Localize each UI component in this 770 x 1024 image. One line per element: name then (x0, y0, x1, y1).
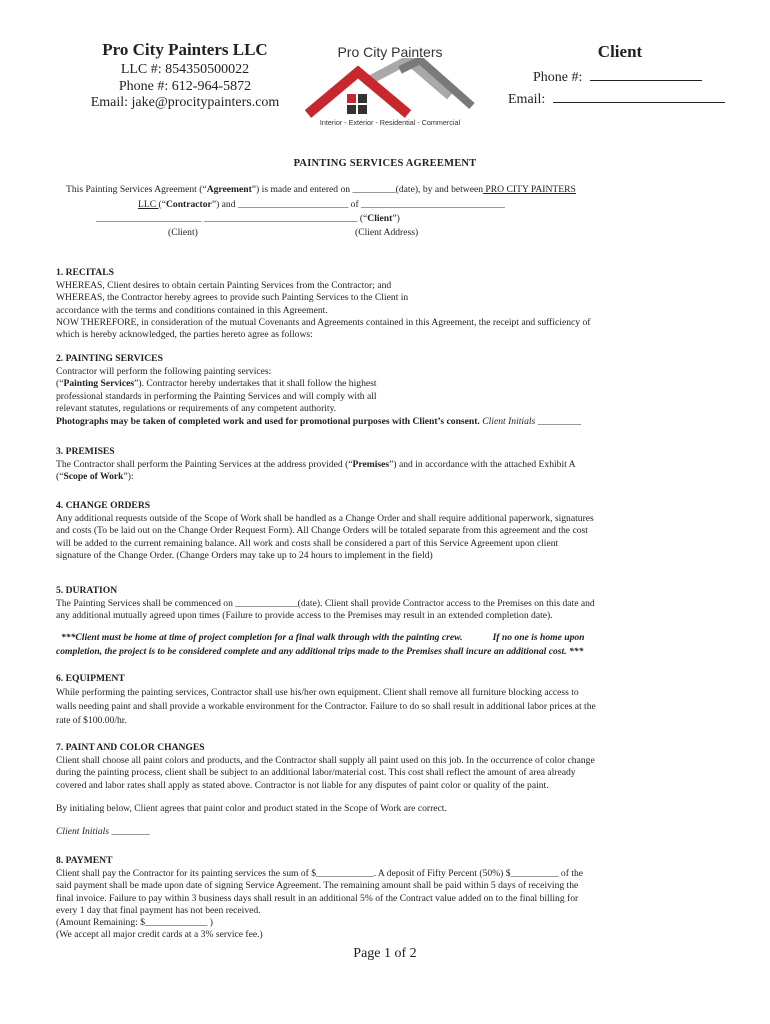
home-requirement-note: ***Client must be home at time of project completion for a final walk through with the painting crew. If no one is home upon (61, 632, 585, 643)
intro-line-3: ______________________ ________________________________ (“Client”) (96, 213, 400, 224)
section-7-body (56, 755, 595, 792)
client-caption: (Client) (168, 227, 198, 238)
services-line: relevant statutes, regulations or requirements of any competent authority. (56, 402, 337, 414)
document-title: PAINTING SERVICES AGREEMENT (293, 158, 477, 169)
paint-line: covered and labor rates shall apply as stated above. Contractor is not liable for any disputes of paint color or quality of the paint. (56, 779, 549, 791)
client-address-caption: (Client Address) (355, 227, 419, 238)
credit-card-note: (We accept all major credit cards at a 3% service fee.) (56, 929, 263, 941)
client-phone-blank[interactable] (590, 67, 702, 81)
section-2-body (56, 366, 581, 428)
amount-remaining-line: (Amount Remaining: $_____________ ) (56, 917, 213, 929)
intro-line-2: LLC (“Contractor”) and _______________________ of ______________________________ (138, 199, 505, 210)
premises-line: The Contractor shall perform the Painting Services at the address provided (“Premises”) and in accordance with the attached Exhibit A (56, 459, 576, 470)
section-3-body (56, 459, 576, 484)
company-phone: Phone #: 612-964-5872 (118, 79, 252, 94)
change-order-line: and costs (To be laid out on the Change Order Request Form). All Change Orders will be totaled separate from this agreement and the cost (56, 525, 588, 537)
client-phone-label: Phone #: (533, 70, 583, 85)
services-line: (“Painting Services”). Contractor hereby undertakes that it shall follow the highest (56, 378, 377, 390)
paint-initials-field[interactable] (56, 826, 150, 838)
section-5-body (56, 598, 595, 623)
payment-line: every 1 day that final payment has not been received. (56, 904, 261, 916)
photo-consent-initials-blank[interactable]: _________ (537, 416, 581, 428)
change-order-line: signature of the Change Order. (Change Orders may take up to 24 hours to implement in the field) (56, 549, 433, 561)
section-2-heading: 2. PAINTING SERVICES (56, 353, 163, 364)
paint-line: Client shall choose all paint colors and products, and the Contractor shall supply all paint used on this job. In the occurrence of color change (56, 755, 595, 766)
logo-tagline: Interior - Exterior - Residential - Commercial (319, 118, 461, 127)
duration-line: The Painting Services shall be commenced on _____________(date). Client shall provide Contractor access to the Premises on this date and (56, 598, 595, 609)
services-line: Contractor will perform the following painting services: (56, 366, 272, 377)
recital-line: WHEREAS, the Contractor hereby agrees to provide such Painting Services to the Client in (56, 292, 409, 304)
section-6-body (56, 686, 596, 728)
section-7-heading: 7. PAINT AND COLOR CHANGES (56, 742, 205, 753)
equipment-line: rate of $100.00/hr. (56, 715, 127, 726)
client-phone-field[interactable] (533, 67, 702, 86)
duration-line: any additional mutually agreed upon times (Failure to provide access to the Premises may result in an extended completion date). (56, 610, 553, 622)
photo-consent-line: Photographs may be taken of completed work and used for promotional purposes with Client’s consent. Client Initials _________ (56, 416, 581, 428)
client-email-blank[interactable] (553, 89, 725, 103)
company-email: Email: jake@procitypainters.com (90, 95, 280, 110)
payment-line: said payment shall be made upon date of signing Service Agreement. The remaining amount shall be paid within 5 days of receiving the (56, 880, 579, 892)
home-requirement-note-cont: completion, the project is to be considered complete and any additional trips made to the Premises shall incure an additional cost. *** (56, 646, 584, 657)
section-1-body (56, 280, 590, 341)
section-4-body (56, 513, 594, 562)
paint-agreement-line: By initialing below, Client agrees that paint color and product stated in the Scope of Work are correct. (56, 803, 447, 814)
section-8-heading: 8. PAYMENT (56, 855, 113, 866)
company-name: Pro City Painters LLC (102, 40, 268, 59)
intro-line-1: This Painting Services Agreement (“Agreement”) is made and entered on _________(date), by and between PRO CITY PAINTERS (66, 184, 576, 195)
services-line: professional standards in performing the Painting Services and will comply with all (56, 390, 377, 402)
paint-initials-label: Client Initials (56, 826, 110, 837)
premises-line: (“Scope of Work”): (56, 471, 134, 483)
section-1-heading: 1. RECITALS (56, 267, 114, 278)
equipment-line: walls needing paint and shall provide a workable environment for the Contractor. Failure to do so shall result in additional labor prices at the (56, 701, 596, 712)
company-logo (300, 44, 480, 134)
page-number: Page 1 of 2 (353, 946, 417, 961)
client-email-label: Email: (508, 92, 546, 107)
paint-initials-blank[interactable]: ________ (109, 826, 150, 837)
recital-line: WHEREAS, Client desires to obtain certain Painting Services from the Contractor; and (56, 280, 392, 291)
change-order-line: will be added to the current remaining balance. All work and costs shall be considered a part of this Service Agreement upon client (56, 537, 559, 549)
client-email-field[interactable] (508, 89, 725, 108)
payment-line: Client shall pay the Contractor for its painting services the sum of $____________. A deposit of Fifty Percent (50%) $__________ of the (56, 868, 584, 879)
section-6-heading: 6. EQUIPMENT (56, 673, 125, 684)
recital-line: which is hereby acknowledged, the parties hereto agree as follows: (56, 329, 313, 341)
equipment-line: While performing the painting services, Contractor shall use his/her own equipment. Client shall remove all furniture blocking access to (56, 687, 579, 698)
section-4-heading: 4. CHANGE ORDERS (56, 500, 151, 511)
change-order-line: Any additional requests outside of the Scope of Work shall be handled as a Change Order and shall require additional paperwork, signatures (56, 513, 594, 524)
recital-line: NOW THEREFORE, in consideration of the mutual Covenants and Agreements contained in this Agreement, the receipt and sufficiency of (56, 316, 591, 328)
payment-line: final invoice. Failure to pay within 3 business days shall result in an additional 5% of the Contract value added on to the final billing for (56, 892, 579, 904)
logo-title: Pro City Painters (337, 44, 443, 60)
contractor-name-field: PRO CITY PAINTERS (483, 184, 576, 195)
recital-line: accordance with the terms and conditions contained in this Agreement. (56, 304, 328, 316)
section-8-body (56, 868, 583, 942)
company-llc-number: LLC #: 854350500022 (120, 62, 250, 77)
paint-line: during the painting process, client shall be subject to an additional labor/material cost. This cost shall reflect the amount of area already (56, 767, 576, 779)
section-5-heading: 5. DURATION (56, 585, 118, 596)
section-3-heading: 3. PREMISES (56, 446, 115, 457)
client-heading: Client (597, 42, 643, 61)
